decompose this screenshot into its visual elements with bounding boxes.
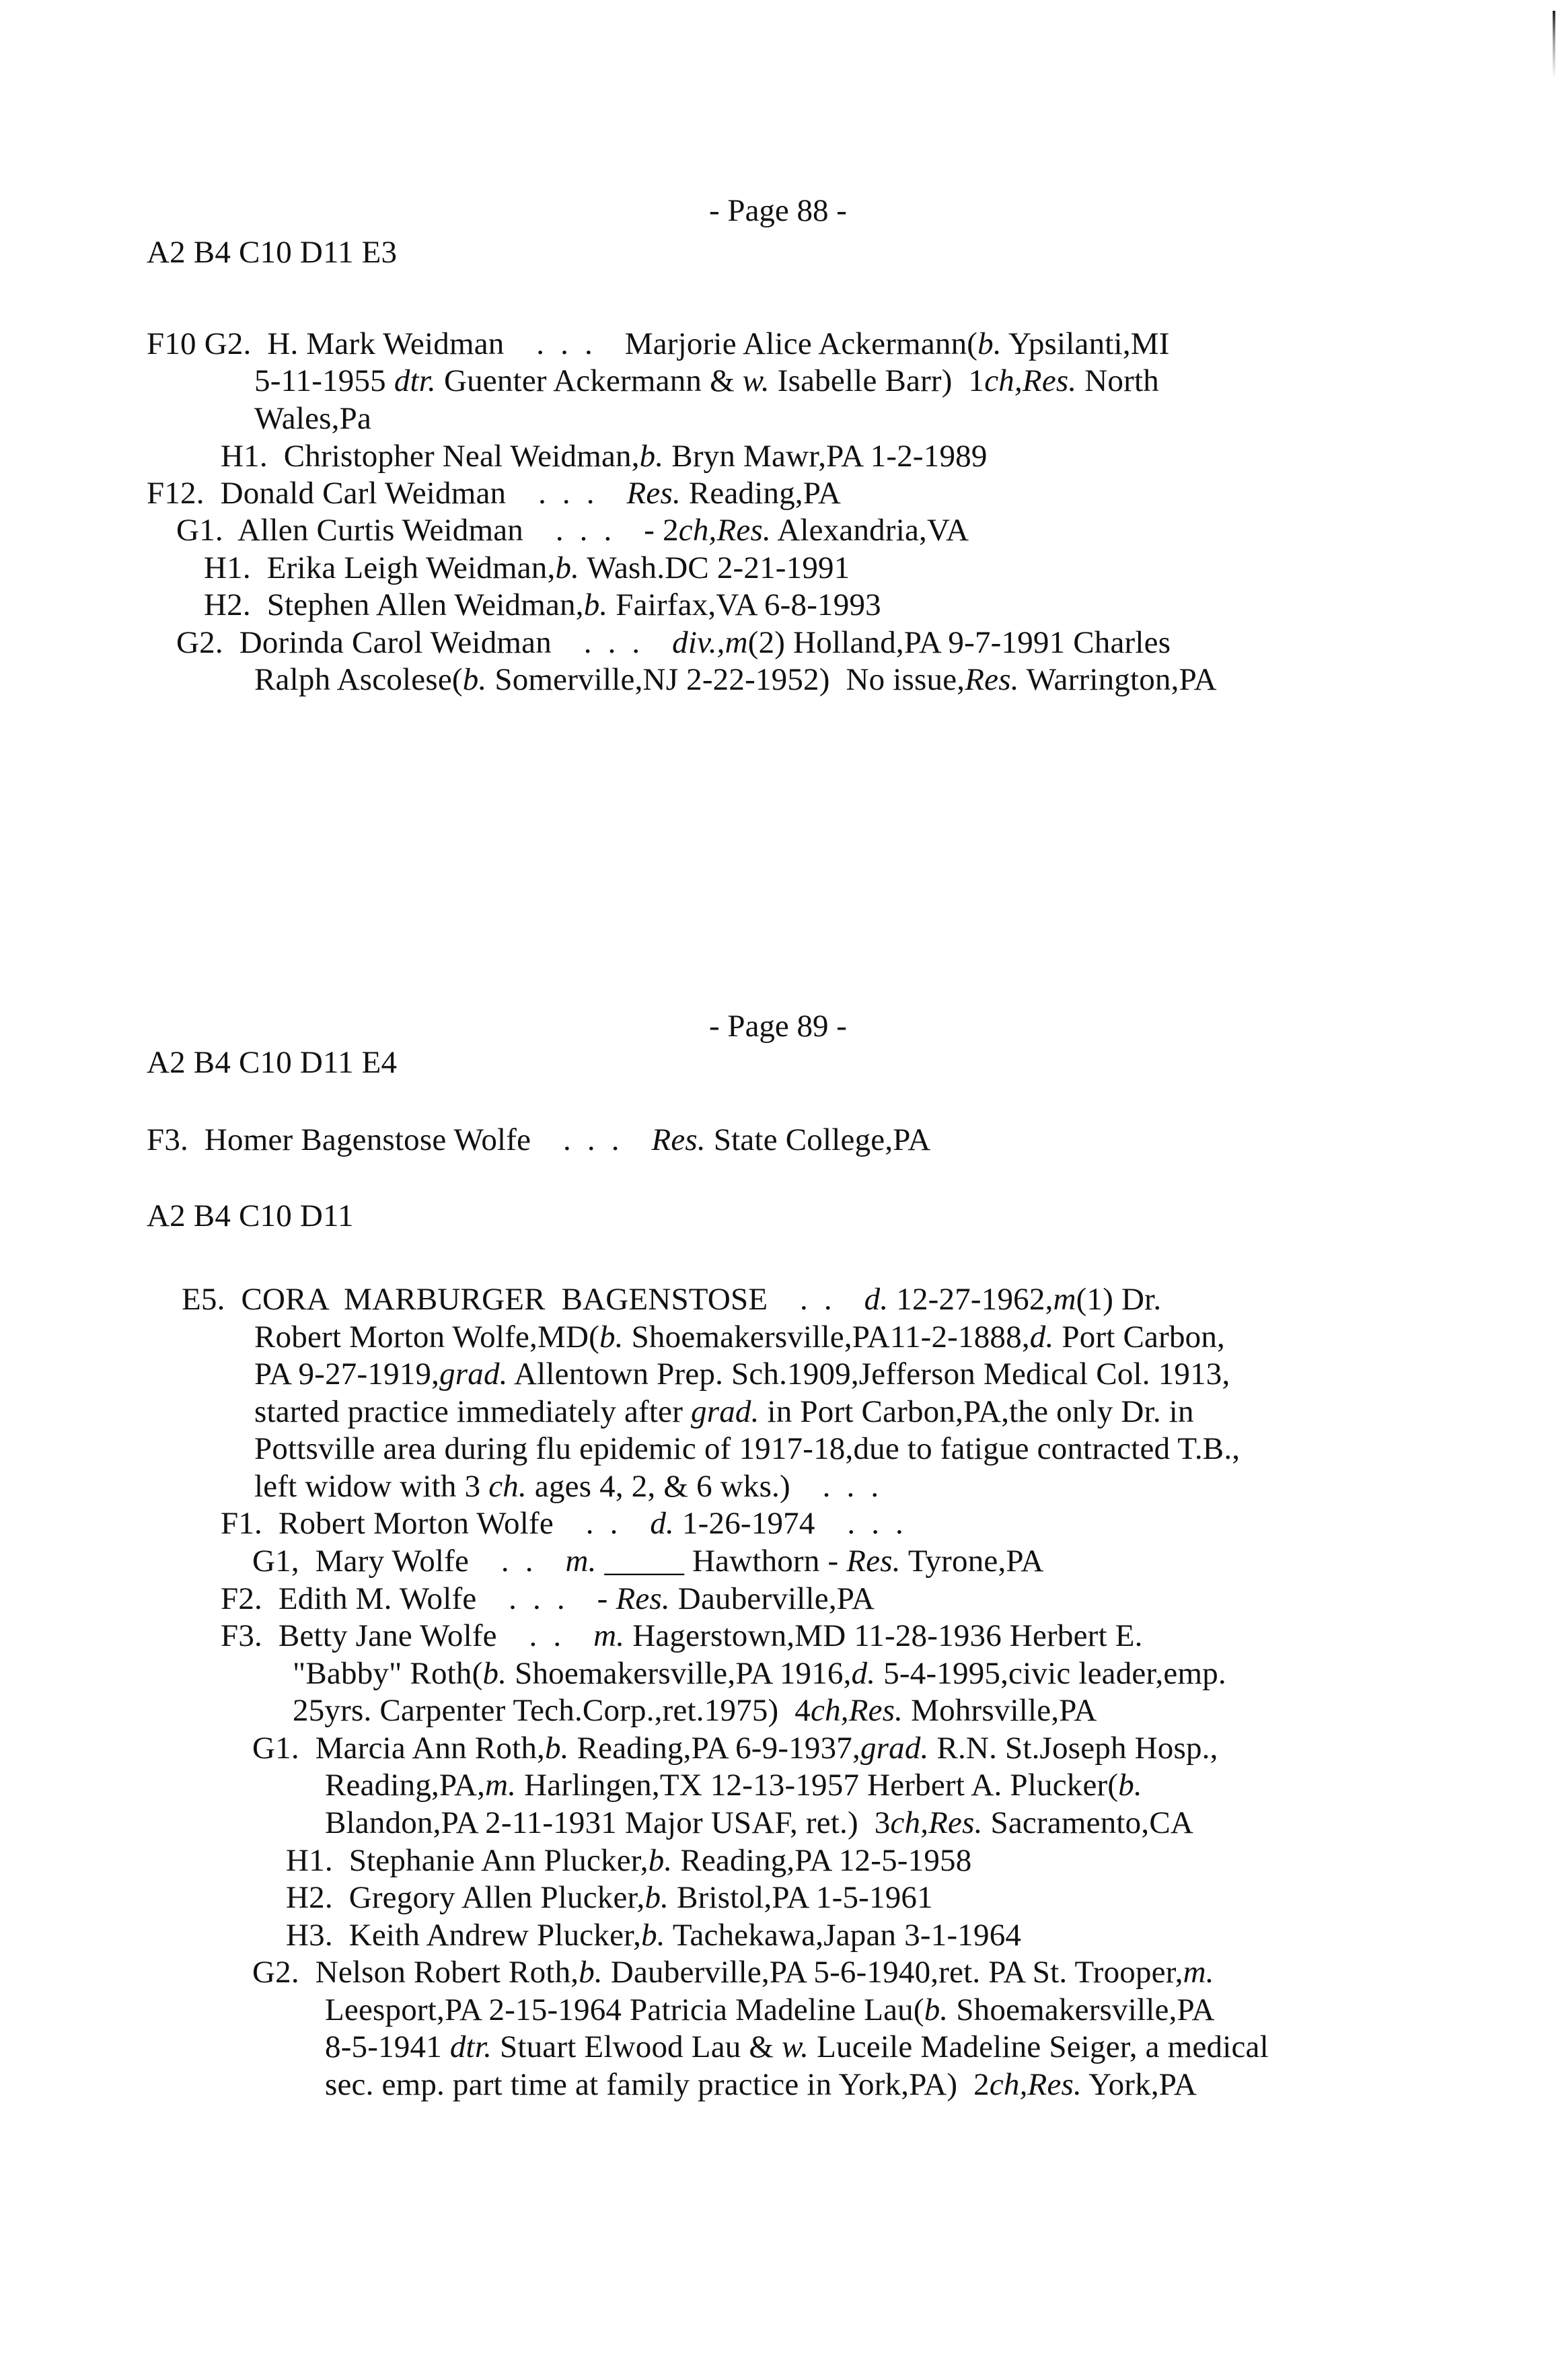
entry-line	[254, 1471, 879, 1503]
italic-abbreviation: ch,Res.	[678, 513, 771, 548]
entry-line	[286, 1920, 1021, 1951]
entry-text: _____ Hawthorn -	[596, 1544, 847, 1579]
entry-text: Isabelle Barr) 1	[769, 363, 985, 398]
entry-text: sec. emp. part time at family practice in York,PA) 2	[325, 2067, 990, 2102]
entry-text: F2. Edith M. Wolfe	[221, 1581, 477, 1616]
entry-text: F1. Robert Morton Wolfe	[221, 1506, 554, 1541]
entry-line	[221, 1508, 903, 1540]
entry-line	[254, 1433, 1240, 1465]
italic-abbreviation: ch.	[488, 1469, 527, 1504]
entry-text: Allentown Prep. Sch.1909,Jefferson Medical Col. 1913,	[507, 1357, 1230, 1392]
entry-line	[325, 1994, 1215, 2026]
italic-abbreviation: ch,Res.	[890, 1805, 983, 1840]
italic-abbreviation: grad.	[439, 1357, 508, 1392]
entry-text: 5-4-1995,civic leader,emp.	[875, 1656, 1226, 1691]
entry-line	[293, 1695, 1097, 1727]
italic-abbreviation: Res.	[651, 1122, 706, 1157]
entry-line	[221, 441, 988, 472]
entry-text: F3. Betty Jane Wolfe	[221, 1618, 497, 1653]
page-88-label: - Page 88 -	[709, 193, 847, 228]
entry-text: H3. Keith Andrew Plucker,	[286, 1918, 642, 1953]
page-89-label: - Page 89 -	[709, 1009, 847, 1044]
entry-text: . . .	[506, 476, 627, 511]
entry-text: Wales,Pa	[254, 401, 372, 436]
entry-text: H2. Gregory Allen Plucker,	[286, 1880, 645, 1915]
entry-line	[252, 1957, 1214, 1988]
entry-text: "Babby" Roth(	[293, 1656, 483, 1691]
page-89-lineage-2: A2 B4 C10 D11	[147, 1198, 354, 1233]
italic-abbreviation: d.	[650, 1506, 674, 1541]
entry-text: Reading,PA 12-5-1958	[672, 1843, 972, 1878]
italic-abbreviation: Res.	[965, 662, 1019, 697]
entry-text: Somerville,NJ 2-22-1952) No issue,	[486, 662, 965, 697]
italic-abbreviation: Res.	[626, 476, 681, 511]
entry-text: Shoemakersville,PA	[948, 1992, 1215, 2027]
entry-text: G2. Nelson Robert Roth,	[252, 1955, 579, 1990]
entry-text: 5-11-1955	[254, 363, 394, 398]
entry-text: . . .	[815, 1506, 904, 1541]
entry-line	[252, 1546, 1044, 1577]
entry-text: Bristol,PA 1-5-1961	[669, 1880, 933, 1915]
entry-text: Alexandria,VA	[770, 513, 969, 548]
italic-abbreviation: w.	[742, 363, 770, 398]
italic-abbreviation: dtr.	[449, 2029, 492, 2064]
italic-abbreviation: div.,m	[672, 625, 748, 660]
entry-line	[254, 664, 1217, 696]
entry-text: Stuart Elwood Lau &	[492, 2029, 782, 2064]
entry-text: Port Carbon,	[1053, 1320, 1225, 1355]
entry-text: -	[597, 1581, 616, 1616]
entry-text: G1. Marcia Ann Roth,	[252, 1731, 545, 1766]
entry-text: G1. Allen Curtis Weidman	[176, 513, 524, 548]
entry-text: H1. Stephanie Ann Plucker,	[286, 1843, 649, 1878]
italic-abbreviation: b.	[462, 662, 487, 697]
italic-abbreviation: m.	[1183, 1955, 1214, 1990]
entry-text: Luceile Madeline Seiger, a medical	[809, 2029, 1269, 2064]
entry-line	[254, 365, 1159, 397]
italic-abbreviation: grad.	[691, 1394, 760, 1429]
italic-abbreviation: b.	[644, 1880, 669, 1915]
italic-abbreviation: d.	[864, 1282, 889, 1317]
italic-abbreviation: m.	[593, 1618, 625, 1653]
italic-abbreviation: b.	[583, 587, 608, 622]
entry-text: H1. Christopher Neal Weidman,	[221, 439, 640, 474]
entry-text: Ralph Ascolese(	[254, 662, 463, 697]
italic-abbreviation: b.	[579, 1955, 603, 1990]
entry-text: Blandon,PA 2-11-1931 Major USAF, ret.) 3	[325, 1805, 891, 1840]
entry-line	[182, 1284, 1161, 1315]
entry-text: Shoemakersville,PA 1916,	[507, 1656, 852, 1691]
entry-line	[204, 552, 850, 584]
entry-text: Reading,PA 6-9-1937,	[568, 1731, 860, 1766]
entry-text: G2. Dorinda Carol Weidman	[176, 625, 552, 660]
entry-text: started practice immediately after	[254, 1394, 692, 1429]
page-88-lineage: A2 B4 C10 D11 E3	[147, 235, 398, 270]
entry-text: Wash.DC 2-21-1991	[579, 550, 850, 585]
entry-line	[221, 1620, 1143, 1652]
entry-text: Reading,PA	[680, 476, 842, 511]
entry-text: (2) Holland,PA 9-7-1991 Charles	[747, 625, 1171, 660]
italic-abbreviation: m	[1053, 1282, 1076, 1317]
entry-text: Ypsilanti,MI	[1001, 326, 1170, 361]
entry-text: . . .	[476, 1581, 597, 1616]
entry-line	[176, 515, 969, 546]
entry-text: in Port Carbon,PA,the only Dr. in	[759, 1394, 1194, 1429]
entry-text: Sacramento,CA	[982, 1805, 1194, 1840]
entry-text: Mohrsville,PA	[903, 1693, 1097, 1728]
italic-abbreviation: b.	[544, 1731, 569, 1766]
entry-text: left widow with 3	[254, 1469, 489, 1504]
entry-text: Dauberville,PA 5-6-1940,ret. PA St. Trooper,	[602, 1955, 1183, 1990]
entry-text: R.N. St.Joseph Hosp.,	[928, 1731, 1218, 1766]
entry-text: Warrington,PA	[1018, 662, 1217, 697]
entry-text: . . .	[504, 326, 625, 361]
italic-abbreviation: b.	[977, 326, 1002, 361]
entry-line	[147, 1124, 930, 1156]
entry-text: 25yrs. Carpenter Tech.Corp.,ret.1975) 4	[293, 1693, 811, 1728]
entry-line	[325, 2031, 1269, 2063]
entry-text: Dauberville,PA	[669, 1581, 875, 1616]
entry-text: Guenter Ackermann &	[436, 363, 743, 398]
entry-text: Fairfax,VA 6-8-1993	[607, 587, 881, 622]
entry-line	[204, 589, 881, 621]
entry-text: - 2	[644, 513, 679, 548]
entry-text: Shoemakersville,PA11-2-1888,	[623, 1320, 1030, 1355]
entry-text: H1. Erika Leigh Weidman,	[204, 550, 556, 585]
entry-text: ages 4, 2, & 6 wks.)	[526, 1469, 790, 1504]
entry-line	[254, 1359, 1230, 1390]
entry-text: 1-26-1974	[674, 1506, 815, 1541]
entry-text: F3. Homer Bagenstose Wolfe	[147, 1122, 531, 1157]
scan-edge-artifact	[1553, 11, 1555, 78]
entry-text: H2. Stephen Allen Weidman,	[204, 587, 584, 622]
italic-abbreviation: b.	[924, 1992, 949, 2027]
entry-text: Reading,PA,	[325, 1768, 486, 1803]
entry-text: . .	[768, 1282, 864, 1317]
entry-text: F12. Donald Carl Weidman	[147, 476, 507, 511]
page-89-lineage: A2 B4 C10 D11 E4	[147, 1045, 398, 1080]
entry-text: Leesport,PA 2-15-1964 Patricia Madeline Lau(	[325, 1992, 924, 2027]
entry-text: State College,PA	[705, 1122, 931, 1157]
entry-text: Harlingen,TX 12-13-1957 Herbert A. Plucker(	[516, 1768, 1119, 1803]
entry-text: PA 9-27-1919,	[254, 1357, 440, 1392]
entry-line	[254, 1396, 1194, 1428]
italic-abbreviation: w.	[782, 2029, 809, 2064]
italic-abbreviation: m.	[565, 1544, 597, 1579]
italic-abbreviation: ch,Res.	[989, 2067, 1082, 2102]
entry-text: . .	[553, 1506, 651, 1541]
italic-abbreviation: b.	[639, 439, 664, 474]
page-88-number	[0, 195, 1556, 227]
italic-abbreviation: ch,Res.	[811, 1693, 903, 1728]
italic-abbreviation: grad.	[860, 1731, 929, 1766]
entry-text: Tyrone,PA	[900, 1544, 1044, 1579]
italic-abbreviation: ch,Res.	[984, 363, 1077, 398]
italic-abbreviation: b.	[599, 1320, 624, 1355]
entry-line	[252, 1733, 1218, 1764]
italic-abbreviation: b.	[1118, 1768, 1142, 1803]
italic-abbreviation: b.	[482, 1656, 507, 1691]
entry-text: 12-27-1962,	[888, 1282, 1053, 1317]
entry-text: 8-5-1941	[325, 2029, 450, 2064]
entry-line	[286, 1882, 933, 1914]
entry-text: F10 G2. H. Mark Weidman	[147, 326, 505, 361]
page-89-number	[0, 1011, 1556, 1042]
entry-text: Tachekawa,Japan 3-1-1964	[665, 1918, 1022, 1953]
entry-line	[254, 1322, 1225, 1353]
italic-abbreviation: m.	[485, 1768, 517, 1803]
entry-line	[254, 403, 371, 435]
entry-text: (1) Dr.	[1076, 1282, 1162, 1317]
entry-text: . .	[496, 1618, 594, 1653]
entry-text: Robert Morton Wolfe,MD(	[254, 1320, 599, 1355]
italic-abbreviation: Res.	[846, 1544, 901, 1579]
entry-text: North	[1076, 363, 1159, 398]
entry-text: . . .	[551, 625, 673, 660]
entry-line	[286, 1845, 971, 1877]
italic-abbreviation: b.	[641, 1918, 665, 1953]
entry-text: . . .	[790, 1469, 879, 1504]
entry-text: Hagerstown,MD 11-28-1936 Herbert E.	[624, 1618, 1143, 1653]
entry-line	[176, 627, 1171, 659]
entry-text: . . .	[531, 1122, 652, 1157]
entry-text: Marjorie Alice Ackermann(	[624, 326, 978, 361]
italic-abbreviation: d.	[1029, 1320, 1054, 1355]
entry-text: G1, Mary Wolfe	[252, 1544, 470, 1579]
entry-text: E5. CORA MARBURGER BAGENSTOSE	[182, 1282, 768, 1317]
entry-line	[325, 1770, 1142, 1801]
entry-text: Pottsville area during flu epidemic of 1917-18,due to fatigue contracted T.B.,	[254, 1431, 1240, 1466]
italic-abbreviation: b.	[648, 1843, 673, 1878]
entry-line	[147, 328, 1170, 360]
entry-text: . . .	[523, 513, 644, 548]
italic-abbreviation: dtr.	[394, 363, 437, 398]
entry-text: York,PA	[1081, 2067, 1197, 2102]
entry-text: . .	[469, 1544, 566, 1579]
italic-abbreviation: b.	[555, 550, 580, 585]
entry-line	[325, 2069, 1197, 2101]
entry-line	[293, 1658, 1226, 1690]
italic-abbreviation: Res.	[616, 1581, 670, 1616]
entry-text: Bryn Mawr,PA 1-2-1989	[663, 439, 988, 474]
italic-abbreviation: d.	[851, 1656, 876, 1691]
entry-line	[147, 478, 841, 509]
entry-line	[325, 1807, 1193, 1839]
entry-line	[221, 1583, 875, 1615]
